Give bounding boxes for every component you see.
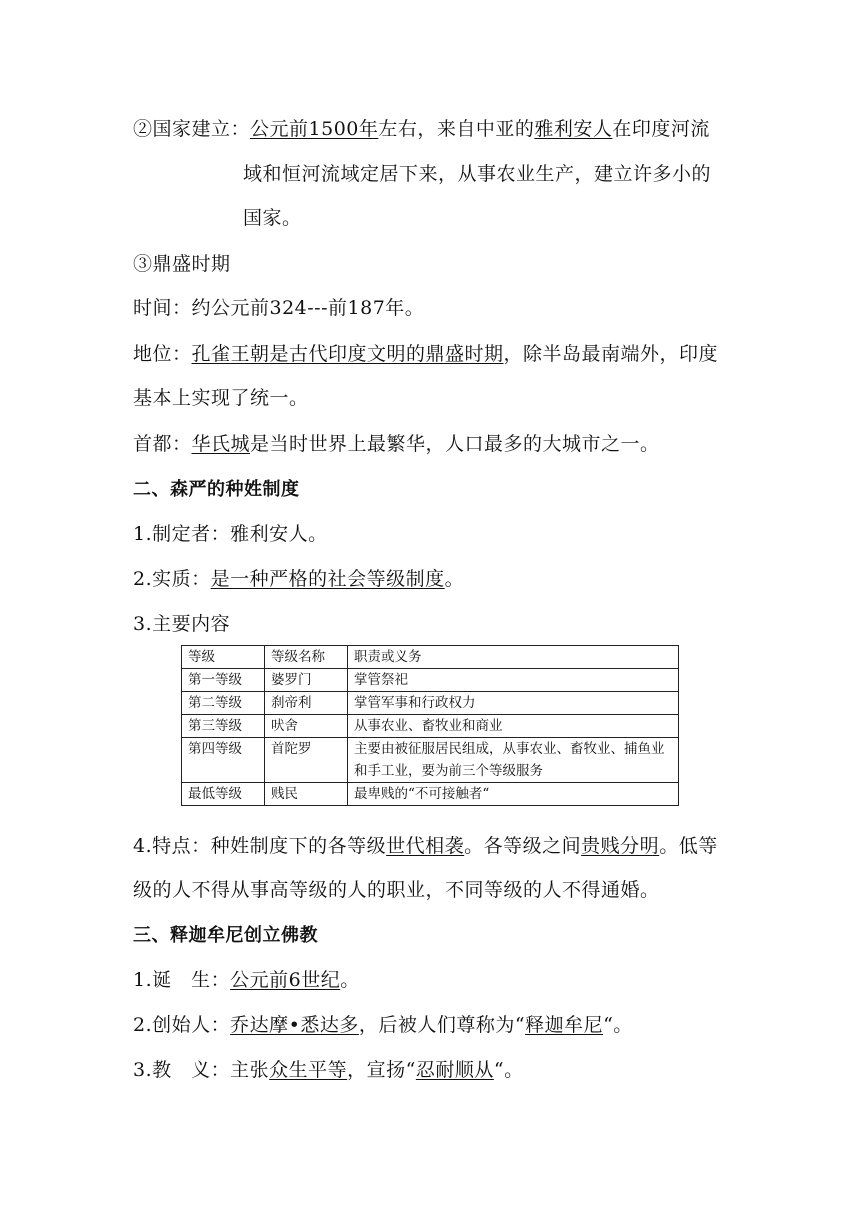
table-cell: 从事农业、畜牧业和商业 bbox=[348, 715, 679, 738]
text: 。 bbox=[340, 969, 360, 991]
underlined-term: 忍耐顺从 bbox=[415, 1059, 494, 1081]
heyday-capital bbox=[133, 432, 660, 456]
table-row bbox=[182, 738, 679, 783]
underlined-term: 是一种严格的社会等级制度 bbox=[210, 568, 445, 590]
table-cell: 第四等级 bbox=[182, 738, 265, 783]
text: ，宣扬“ bbox=[347, 1059, 416, 1081]
label: 3.教 义：主张 bbox=[133, 1059, 270, 1081]
table-cell: 第一等级 bbox=[182, 669, 265, 692]
label: 1.诞 生： bbox=[133, 969, 231, 991]
table-row bbox=[182, 692, 679, 715]
state-founding-line-1 bbox=[133, 117, 710, 141]
table-cell: 第三等级 bbox=[182, 715, 265, 738]
table-cell: 主要由被征服居民组成，从事农业、畜牧业、捕鱼业和手工业，要为前三个等级服务 bbox=[348, 738, 679, 783]
state-founding-line-3: 国家。 bbox=[243, 207, 302, 229]
table-header-cell: 职责或义务 bbox=[348, 646, 679, 669]
label: 2.实质： bbox=[133, 568, 211, 590]
label: 2.创始人： bbox=[133, 1014, 231, 1036]
table-cell: 第二等级 bbox=[182, 692, 265, 715]
caste-item-3: 3.主要内容 bbox=[133, 613, 231, 635]
underlined-term: 雅利安人 bbox=[534, 118, 613, 140]
state-founding-line-2: 域和恒河流域定居下来，从事农业生产，建立许多小的 bbox=[243, 163, 712, 185]
underlined-term: 华氏城 bbox=[191, 433, 251, 455]
table-cell: 吠舍 bbox=[265, 715, 348, 738]
table-cell: 刹帝利 bbox=[265, 692, 348, 715]
underlined-term: 乔达摩•悉达多 bbox=[230, 1014, 359, 1036]
section-2-heading: 二、森严的种姓制度 bbox=[133, 479, 300, 500]
text: 。 bbox=[444, 568, 465, 590]
caste-item-2 bbox=[133, 567, 464, 591]
underlined-term: 贵贱分明 bbox=[581, 835, 660, 857]
table-cell: 首陀罗 bbox=[265, 738, 348, 783]
heyday-time: 时间：约公元前324---前187年。 bbox=[133, 297, 425, 319]
caste-table bbox=[181, 645, 679, 806]
label: 首都： bbox=[133, 433, 192, 455]
heyday-status-line-1 bbox=[133, 342, 718, 366]
section-3-heading: 三、释迦牟尼创立佛教 bbox=[133, 925, 318, 946]
table-cell: 掌管军事和行政权力 bbox=[348, 692, 679, 715]
label: ②国家建立： bbox=[133, 118, 251, 140]
text: ，后被人们尊称为“ bbox=[358, 1014, 526, 1036]
caste-item-4-line-2: 级的人不得从事高等级的人的职业，不同等级的人不得通婚。 bbox=[133, 879, 660, 901]
underlined-term: 众生平等 bbox=[269, 1059, 348, 1081]
text: 左右，来自中亚的 bbox=[378, 118, 535, 140]
table-cell: 掌管祭祀 bbox=[348, 669, 679, 692]
underlined-term: 世代相袭 bbox=[386, 835, 465, 857]
underlined-term: 公元前6世纪 bbox=[230, 969, 341, 991]
table-row bbox=[182, 715, 679, 738]
table-row bbox=[182, 783, 679, 806]
heyday-heading: ③鼎盛时期 bbox=[133, 253, 231, 275]
table-cell: 贱民 bbox=[265, 783, 348, 806]
buddhism-founder bbox=[133, 1013, 633, 1037]
text: 4.特点：种姓制度下的各等级 bbox=[133, 835, 387, 857]
table-cell: 最低等级 bbox=[182, 783, 265, 806]
label: 地位： bbox=[133, 343, 192, 365]
buddhism-birth bbox=[133, 968, 360, 992]
buddhism-doctrine bbox=[133, 1058, 524, 1082]
text: ，除半岛最南端外，印度 bbox=[503, 343, 719, 365]
text: 是当时世界上最繁华，人口最多的大城市之一。 bbox=[250, 433, 660, 455]
table-row bbox=[182, 669, 679, 692]
caste-item-4-line-1 bbox=[133, 834, 718, 858]
text: 。低等 bbox=[659, 835, 718, 857]
underlined-term: 释迦牟尼 bbox=[525, 1014, 604, 1036]
text: “。 bbox=[493, 1059, 524, 1081]
caste-item-1: 1.制定者：雅利安人。 bbox=[133, 523, 328, 545]
table-cell: 婆罗门 bbox=[265, 669, 348, 692]
table-header-row bbox=[182, 646, 679, 669]
text: 。各等级之间 bbox=[464, 835, 582, 857]
table-header-cell: 等级 bbox=[182, 646, 265, 669]
table-header-cell: 等级名称 bbox=[265, 646, 348, 669]
text: “。 bbox=[603, 1014, 633, 1036]
text: 在印度河流 bbox=[612, 118, 710, 140]
underlined-term: 孔雀王朝是古代印度文明的鼎盛时期 bbox=[191, 343, 504, 365]
heyday-status-line-2: 基本上实现了统一。 bbox=[133, 387, 309, 409]
underlined-term: 公元前1500年 bbox=[250, 118, 379, 140]
table-cell: 最卑贱的“不可接触者“ bbox=[348, 783, 679, 806]
